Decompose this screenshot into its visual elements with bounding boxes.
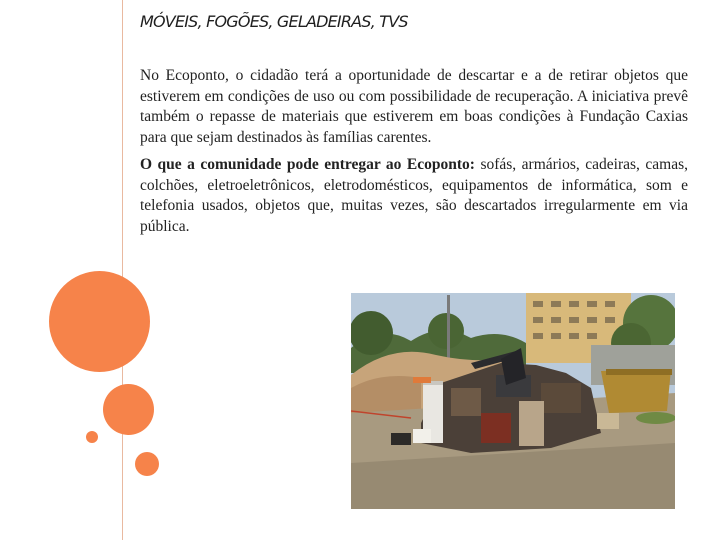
paragraph-what-to-deliver [140,155,688,237]
slide-body [140,66,688,244]
ecoponto-photo [351,293,675,509]
paragraph-lead: O que a comunidade pode entregar ao Ecoponto: [140,156,475,173]
paragraph-ecoponto: No Ecoponto, o cidadão terá a oportunidade de descartar e a de retirar objetos que estiverem em condições de uso ou com possibilidade de recuperação. A iniciativa prevê também o repasse de materiais que estiverem em boas condições à Fundação Caxias para que sejam destinados às famílias carentes. [140,67,688,146]
decorative-circle-small [135,452,159,476]
paragraph-items: sofás, armários, cadeiras, camas, colchões, eletroeletrônicos, eletrodomésticos, equipamentos de informática, som e telefonia usados, objetos que, muitas vezes, são descartados irregularmente em via pública. [140,156,688,235]
decorative-circle-medium [103,384,154,435]
decorative-circle-large [49,271,150,372]
decorative-circle-tiny [86,431,98,443]
slide-title: MÓVEIS, FOGÕES, GELADEIRAS, TVS [140,12,408,31]
left-decorative-rule [122,0,123,540]
